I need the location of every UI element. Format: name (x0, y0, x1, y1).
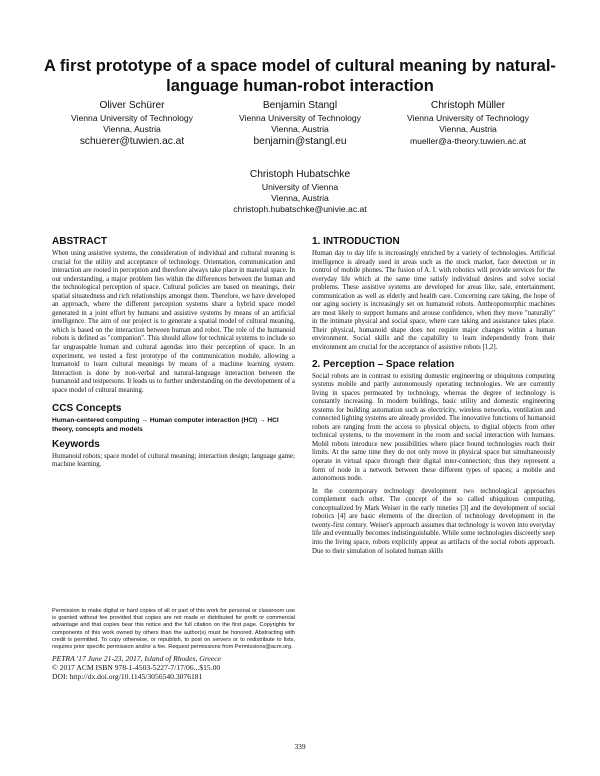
perception-paragraph-2: In the contemporary technology development two technological approaches complement each other. The concept of the so called ubiquitous computing, conceptualized by Mark Weiser in the early nineties [3] and the development of social robotics [4] are basic elements of the direction of technology development in the twenty-first century. Weiser's approach assumes that technology is woven into everyday life and eventually becomes indistinguishable. While some technologies discreetly seep into the living space, robots explicitly appear as artifacts of the social robots approach. Due to their simulation of isolated human skills (312, 487, 555, 555)
author-location: Vienna, Austria (439, 123, 497, 134)
right-column (312, 236, 555, 560)
author-location: Vienna, Austria (103, 123, 161, 134)
ccs-text: Human-centered computing → Human computer interaction (HCI) → HCI theory, concepts and models (52, 417, 279, 433)
permission-text: Permission to make digital or hard copies of all or part of this work for personal or classroom use is granted without fee provided that copies are not made or distributed for profit or commercial advantage and that copies bear this notice and the full citation on the first page. Copyrights for components of this work owned by others than the author(s) must be honored. Abstracting with credit is permitted. To copy otherwise, or republish, to post on servers or to redistribute to lists, requires prior specific permission and/or a fee. Request permissions from Permissions@acm.org. (52, 608, 295, 651)
keywords-text: Humanoid robots; space model of cultural meaning; interaction design; language game; machine learning. (52, 452, 295, 469)
venue-line: PETRA '17 June 21-23, 2017, Island of Rhodes, Greece (52, 654, 221, 664)
section-heading-perception: 2. Perception – Space relation (312, 358, 455, 370)
author-email[interactable]: benjamin@stangl.eu (253, 136, 347, 148)
permission-block (52, 608, 295, 682)
author-name: Christoph Müller (430, 100, 506, 111)
paper-title: A first prototype of a space model of cultural meaning by natural-language human-robot interaction (44, 57, 556, 95)
copyright-line: © 2017 ACM ISBN 978-1-4503-5227-7/17/06...$15.00 (52, 663, 221, 673)
author-block (220, 100, 380, 148)
author-name: Christoph Hubatschke (249, 169, 351, 180)
author-location: Vienna, Austria (271, 192, 329, 203)
abstract-heading: ABSTRACT (52, 236, 107, 247)
author-affiliation: University of Vienna (261, 182, 339, 192)
ccs-heading: CCS Concepts (52, 403, 122, 415)
author-email[interactable]: mueller@a-theory.tuwien.ac.at (409, 136, 527, 147)
authors-row (52, 100, 548, 148)
doi-link[interactable]: DOI: http://dx.doi.org/10.1145/3056540.3076181 (52, 672, 203, 682)
author-email[interactable]: christoph.hubatschke@univie.ac.at (233, 204, 367, 215)
author-email[interactable]: schuerer@tuwien.ac.at (79, 136, 185, 148)
author-affiliation: Vienna University of Technology (239, 113, 361, 123)
author-name: Benjamin Stangl (262, 100, 338, 111)
keywords-heading: Keywords (52, 438, 100, 450)
section-heading-introduction: 1. INTRODUCTION (312, 236, 400, 247)
author-affiliation: Vienna University of Technology (71, 113, 193, 123)
author-block (52, 100, 212, 148)
author-block (388, 100, 548, 148)
author-name: Oliver Schürer (99, 100, 165, 111)
author-location: Vienna, Austria (271, 123, 329, 134)
left-column (52, 236, 295, 474)
author-block (220, 169, 380, 215)
author-affiliation: Vienna University of Technology (407, 113, 529, 123)
introduction-text: Human day to day life is increasingly enriched by a variety of technologies. Artificial intelligence is already used in areas such as the stock market, face detection or in control of mobile phones. The fusion of A. I. with robotics will provide services for the everyday life which at the same time satisfy individual desires and solve social problems. These assistive systems are developed for areas like, sale, entertainment, communication as well as elderly and health care. Concerning care taking, the hope of our aging society is increasingly set on humanoid robots. Anthropomorphic machines are most likely to support humans and arouse confidence, when they move "naturally" in the intimate physical and social space, where care taking and assistance takes place. Their physical, humanoid shape does not require major changes within a human environment. Social skills and the capability to learn independently from their environment are crucial for the acceptance of assistive robots [1,2]. (312, 250, 555, 352)
abstract-text: When using assistive systems, the consideration of individual and cultural meaning is crucial for the utility and acceptance of technology. Orientation, communication and interaction are rooted in perception and therefore always take place in material space. In our understanding, a major problem lies within the differences between the human and the technological perception of space. Cultural policies are based on meanings, their spatial situatedness and rich relationships amongst them. Therefore, we have developed an approach, where the different perception systems share a hybrid space model generated in a joint effort by humans and assistive systems by means of an artificial intelligence. The aim of our project is to generate a spatial model of cultural meaning, which is based on the interaction between human and robot. The role of the humanoid robots is defined as "companion". This should allow for technical systems to include so far ungraspable human and cultural agendas into their perception of space. In an experiment, we tested a first prototype of the communication module, allowing a humanoid to learn cultural meanings by means of a machine learning system. Interaction is done by non-verbal and natural-language interaction between the humanoid and testpersons. It leads us to further understanding on the developement of a space model of cultural meaning. (52, 250, 295, 394)
page-number: 339 (294, 742, 306, 751)
perception-paragraph-1: Social robots are in contrast to existing domestic engineering or ubiquitous computing systems mobile and partly autonomously operating technologies. We are currently living in spaces permeated by technology, whereas the degree of technology is constantly increasing. In modern buildings, basic utility and domestic engineering systems for building automation such as electricity, wireless networks, ventilation and connected lighting systems are already provided. The innovative functions of humanoid robots are ranging from the access to physical objects, to digital objects from other technical systems, to the movement in the room and social interaction with humans. Mobil robots introduce new possibilities where place bound technologies reach their limits. At the same time they do not only move in physical space but simultaneously operate in virtual space through their digital inter-connection; thus they represent a form of node in a network between these different types of spaces; a mobile and autonomous node. (312, 372, 555, 483)
